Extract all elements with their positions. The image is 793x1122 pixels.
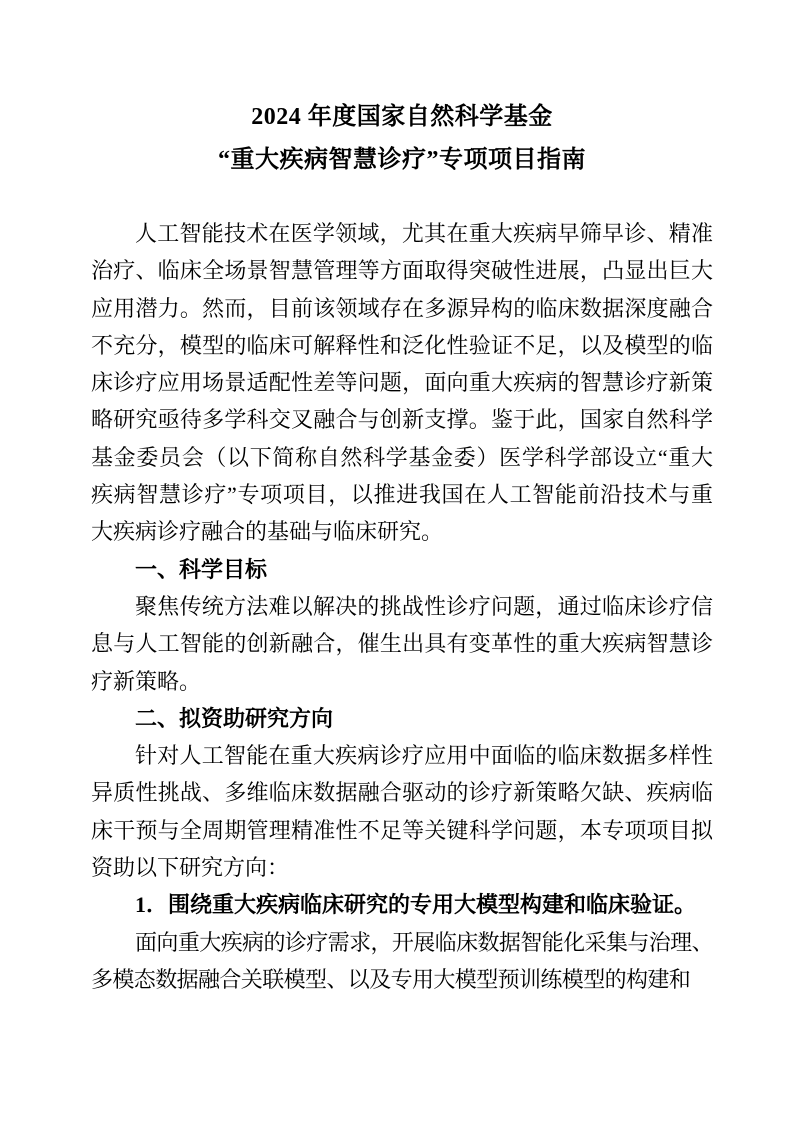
funding-directions-paragraph: 针对人工智能在重大疾病诊疗应用中面临的临床数据多样性异质性挑战、多维临床数据融合驱动的诊疗新策略欠缺、疾病临床干预与全周期管理精准性不足等关键科学问题，本专项项目拟资助以下研究方向：	[91, 743, 713, 881]
document-title-line-1: 2024 年度国家自然科学基金	[251, 104, 553, 130]
document-title	[91, 96, 713, 182]
direction-detail-paragraph: 面向重大疾病的诊疗需求，开展临床数据智能化采集与治理、多模态数据融合关联模型、以及专用大模型预训练模型的构建和	[91, 929, 713, 992]
document-title-line-2: “重大疾病智慧诊疗”专项项目指南	[218, 147, 586, 173]
section-heading-funding-directions: 二、拟资助研究方向	[135, 705, 334, 731]
section-heading-science-goal: 一、科学目标	[135, 556, 268, 582]
intro-paragraph: 人工智能技术在医学领域，尤其在重大疾病早筛早诊、精准治疗、临床全场景智慧管理等方面取得突破性进展，凸显出巨大应用潜力。然而，目前该领域存在多源异构的临床数据深度融合不充分，模型的临床可解释性和泛化性验证不足，以及模型的临床诊疗应用场景适配性差等问题，面向重大疾病的智慧诊疗新策略研究亟待多学科交叉融合与创新支撑。鉴于此，国家自然科学基金委员会（以下简称自然科学基金委）医学科学部设立“重大疾病智慧诊疗”专项项目，以推进我国在人工智能前沿技术与重大疾病诊疗融合的基础与临床研究。	[91, 221, 713, 545]
research-direction-item-1: 1．围绕重大疾病临床研究的专用大模型构建和临床验证。	[135, 892, 697, 918]
science-goal-paragraph: 聚焦传统方法难以解决的挑战性诊疗问题，通过临床诊疗信息与人工智能的创新融合，催生出具有变革性的重大疾病智慧诊疗新策略。	[91, 593, 713, 694]
